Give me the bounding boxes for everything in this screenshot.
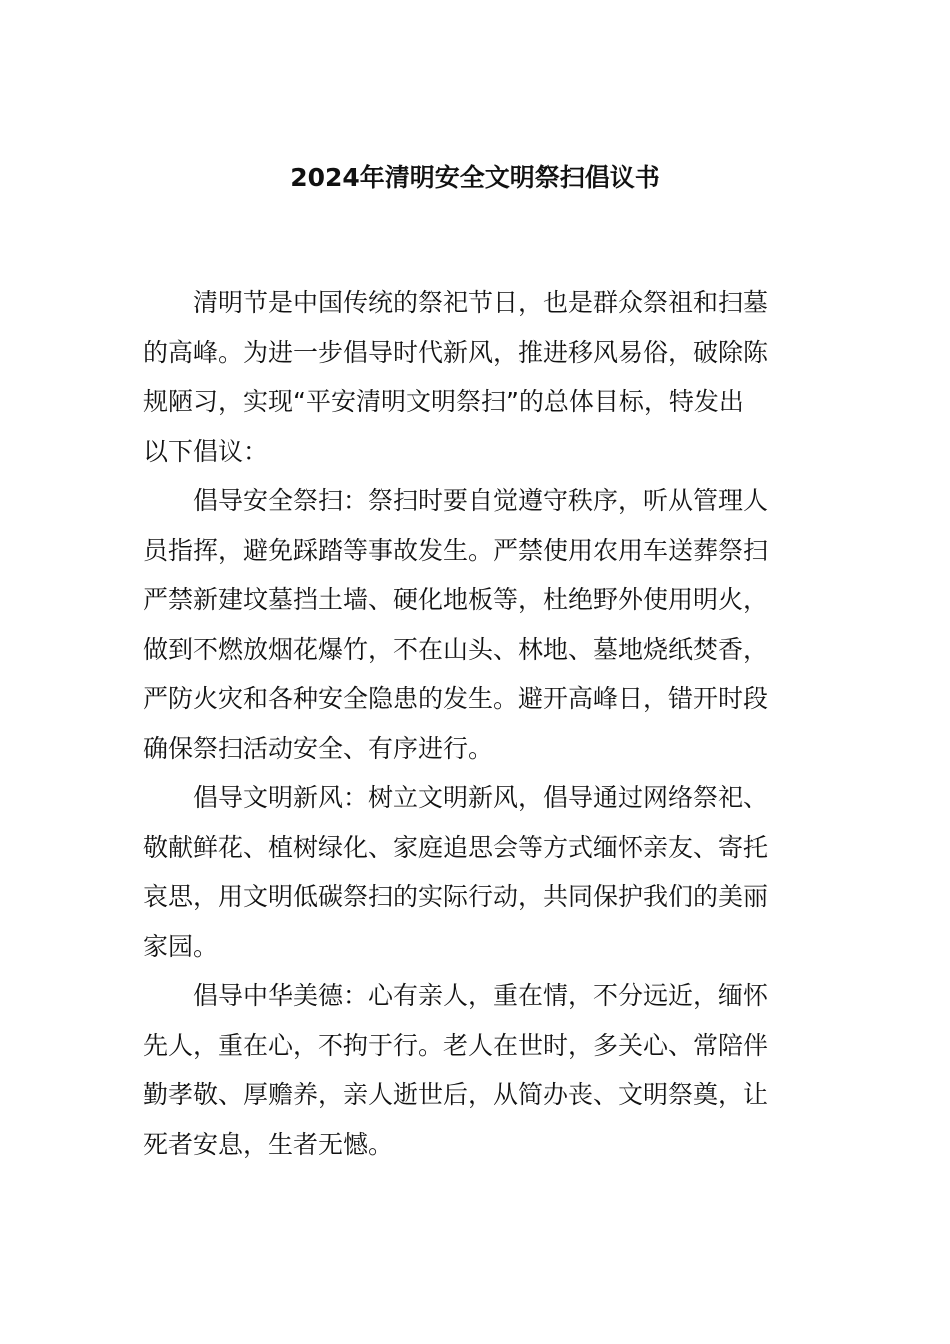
paragraph-virtue xyxy=(143,971,807,1169)
text-line: 哀思，用文明低碳祭扫的实际行动，共同保护我们的美丽 xyxy=(143,882,769,911)
text-line: 严禁新建坟墓挡土墙、硬化地板等，杜绝野外使用明火， xyxy=(143,585,769,614)
paragraph-safety xyxy=(143,476,807,773)
text-line: 死者安息，生者无憾。 xyxy=(143,1129,394,1159)
text-line: 勤孝敬、厚赡养，亲人逝世后，从简办丧、文明祭奠，让 xyxy=(143,1080,769,1109)
paragraph-civility xyxy=(143,773,807,971)
document-title: 2024年清明安全文明祭扫倡议书 xyxy=(290,163,660,192)
text-line: 员指挥，避免踩踏等事故发生。严禁使用农用车送葬祭扫 xyxy=(143,535,769,565)
text-line: 做到不燃放烟花爆竹，不在山头、林地、墓地烧纸焚香， xyxy=(143,634,769,664)
text-line: 规陋习，实现“平安清明文明祭扫”的总体目标，特发出 xyxy=(143,387,744,416)
text-line: 倡导文明新风：树立文明新风，倡导通过网络祭祀、 xyxy=(193,783,769,812)
text-line: 倡导安全祭扫：祭扫时要自觉遵守秩序，听从管理人 xyxy=(193,486,769,515)
paragraph-intro xyxy=(143,278,807,476)
document-body xyxy=(143,278,807,1169)
text-line: 敬献鲜花、植树绿化、家庭追思会等方式缅怀亲友、寄托 xyxy=(143,832,769,862)
text-line: 确保祭扫活动安全、有序进行。 xyxy=(143,733,494,763)
text-line: 先人，重在心，不拘于行。老人在世时，多关心、常陪伴 xyxy=(143,1030,769,1060)
text-line: 家园。 xyxy=(143,931,219,961)
text-line: 倡导中华美德：心有亲人，重在情，不分远近，缅怀 xyxy=(193,981,769,1010)
text-line: 以下倡议： xyxy=(143,436,269,466)
text-line: 清明节是中国传统的祭祀节日，也是群众祭祖和扫墓 xyxy=(193,288,769,317)
text-line: 的高峰。为进一步倡导时代新风，推进移风易俗，破除陈 xyxy=(143,337,769,367)
text-line: 严防火灾和各种安全隐患的发生。避开高峰日，错开时段 xyxy=(143,684,769,713)
